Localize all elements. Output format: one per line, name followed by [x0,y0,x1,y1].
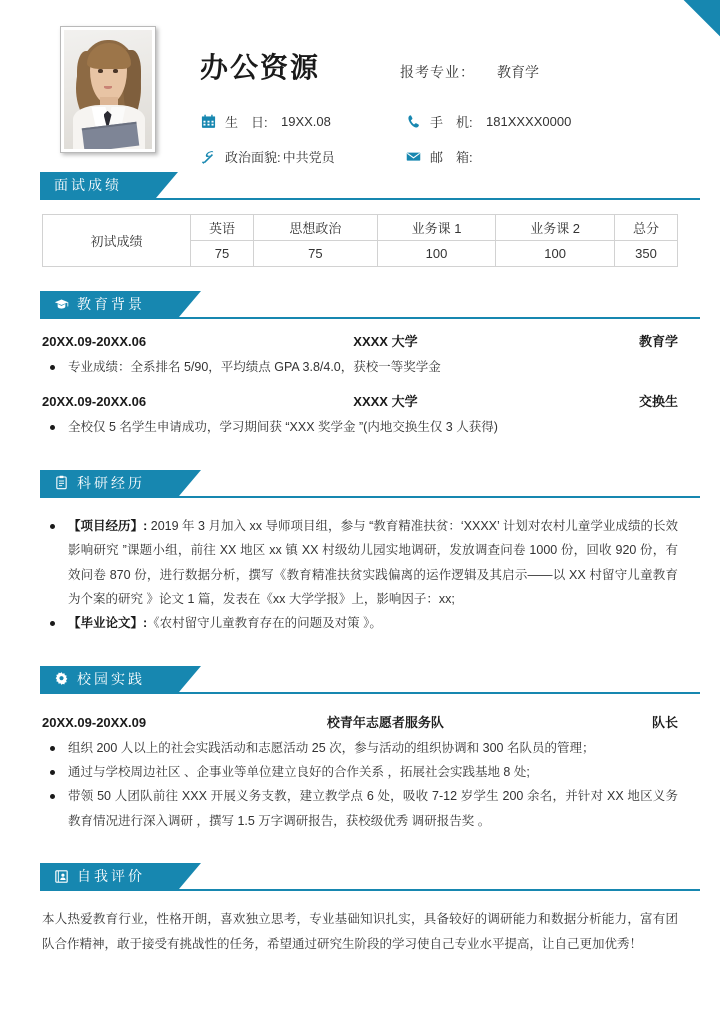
contact-phone [405,112,720,131]
list-item: 带领 50 人团队前往 XXX 开展义务支教，建立教学点 6 处，吸收 7-12 岁学生 200 余名，并针对 XX 地区义务教育情况进行深入调研 ，撰写 1.5 万字调研报告，获校级优秀 调研报告奖 。 [42,784,678,833]
section-underline-self-evaluation [40,889,700,891]
education-entry [42,331,678,379]
profile-photo [64,30,152,149]
score-header-total: 总分 [614,215,677,241]
section-underline-practice [40,692,700,694]
major-value: 教育学 [497,64,539,80]
contact-grid [200,112,720,166]
phone-value: 181XXXX0000 [486,114,572,129]
contact-political-status [200,147,405,166]
score-value-english: 75 [191,241,254,267]
email-label: 邮 箱: [430,150,473,165]
section-underline-research [40,496,700,498]
score-header-politics: 思想政治 [254,215,378,241]
section-tab-self-evaluation [40,863,179,889]
section-header-self-evaluation [40,863,700,889]
section-title-practice: 校园实践 [77,670,145,687]
research-bullets [42,514,678,636]
score-header-course1: 业务课 1 [377,215,496,241]
candidate-name: 办公资源 [200,52,321,83]
score-value-course2: 100 [496,241,615,267]
education-bullets [42,355,678,379]
calendar-icon [200,114,216,130]
clipboard-icon [54,475,69,490]
practice-role: 队长 [651,714,678,730]
research-lead: 【项目经历】: [68,518,148,533]
education-entry [42,391,678,439]
section-title-research: 科研经历 [77,474,145,491]
section-title-self-evaluation: 自我评价 [77,868,145,885]
education-org: XXXX 大学 [353,394,418,410]
id-card-icon [54,869,69,884]
birthdate-label: 生 日: [225,115,268,130]
list-item [42,611,678,635]
party-emblem-icon [200,149,216,165]
header-info [156,26,720,172]
research-text: 《农村留守儿童教育存在的问题及对策 》。 [147,616,382,631]
score-value-total: 350 [614,241,677,267]
score-value-politics: 75 [254,241,378,267]
table-row-headers [43,215,678,241]
profile-photo-frame [60,26,156,153]
phone-label: 手 机: [430,115,473,130]
education-role: 教育学 [638,334,678,349]
section-self-evaluation [0,863,720,957]
section-underline-interview [40,198,700,200]
name-row [200,46,720,86]
section-education [0,291,720,440]
list-item [42,514,678,612]
list-item: 全校仅 5 名学生申请成功，学习期间获 “XXX 奖学金 ”(内地交换生仅 3 人获得) [42,415,678,439]
education-entry-head [42,331,678,350]
major-label: 报考专业： [400,64,475,80]
practice-bullets [42,736,678,834]
education-entry-head [42,391,678,410]
research-lead: 【毕业论文】: [68,616,148,631]
contact-email [405,147,720,166]
education-date: 20XX.09-20XX.06 [42,394,147,410]
section-title-education: 教育背景 [77,296,145,312]
score-table-wrapper [42,214,678,267]
birthdate-value: 19XX.08 [281,114,331,129]
section-campus-practice [0,666,720,834]
list-item: 组织 200 人以上的社会实践活动和志愿活动 25 次，参与活动的组织协调和 300 名队员的管理； [42,736,678,760]
practice-date: 20XX.09-20XX.09 [42,714,147,730]
research-text: 2019 年 3 月加入 xx 导师项目组，参与 “教育精准扶贫：‘XXXX’ 计划对农村儿童学业成绩的长效影响研究 ”课题小组，前往 XX 地区 xx 镇 XX 村级幼儿园实地调研，发放调查问卷 1000 份，回收 920 份，有效问卷 870 份，进行数据分析，撰写《教育精准扶贫实践偏离的运作逻辑及其启示——以 XX 村留守儿童教育为个案的研究 》论文 1 篇，发表在《xx 大学学报》上，影响因子：xx; [68,518,678,606]
practice-org: 校青年志愿者服务队 [326,714,444,730]
political-status-value: 中共党员 [282,150,335,165]
section-underline-education [40,317,700,319]
section-research [0,470,720,636]
education-org: XXXX 大学 [353,334,418,349]
section-tab-education [40,291,179,317]
contact-birthdate [200,112,405,131]
score-header-course2: 业务课 2 [496,215,615,241]
practice-entry [42,712,678,834]
envelope-icon [405,149,421,165]
education-bullets [42,415,678,439]
education-date: 20XX.09-20XX.06 [42,334,147,349]
self-evaluation-text: 本人热爱教育行业，性格开朗，喜欢独立思考，专业基础知识扎实，具备较好的调研能力和数据分析能力，富有团队合作精神，敢于接受有挑战性的任务，希望通过研究生阶段的学习使自己专业水平提高，让自己更加优秀！ [42,912,678,952]
section-interview-scores [0,172,720,267]
resume-header [0,0,720,172]
graduation-cap-icon [54,297,69,312]
section-tab-practice [40,666,179,692]
list-item: 通过与学校周边社区 、企事业等单位建立良好的合作关系 ，拓展社会实践基地 8 处; [42,760,678,784]
section-tab-interview [40,172,156,198]
section-header-practice [40,666,700,692]
section-title-interview: 面试成绩 [54,177,122,193]
score-row-label: 初试成绩 [43,215,191,267]
gear-icon [54,671,69,686]
section-header-interview [40,172,700,198]
score-value-course1: 100 [377,241,496,267]
score-table [42,214,678,267]
list-item: 专业成绩：全系排名 5/90，平均绩点 GPA 3.8/4.0，获校一等奖学金 [42,355,678,379]
practice-entry-head [42,712,678,731]
political-status-label: 政治面貌: [225,150,281,165]
section-header-education [40,291,700,317]
education-role: 交换生 [638,394,678,410]
score-header-english: 英语 [191,215,254,241]
section-header-research [40,470,700,496]
phone-icon [405,114,421,130]
section-tab-research [40,470,179,496]
